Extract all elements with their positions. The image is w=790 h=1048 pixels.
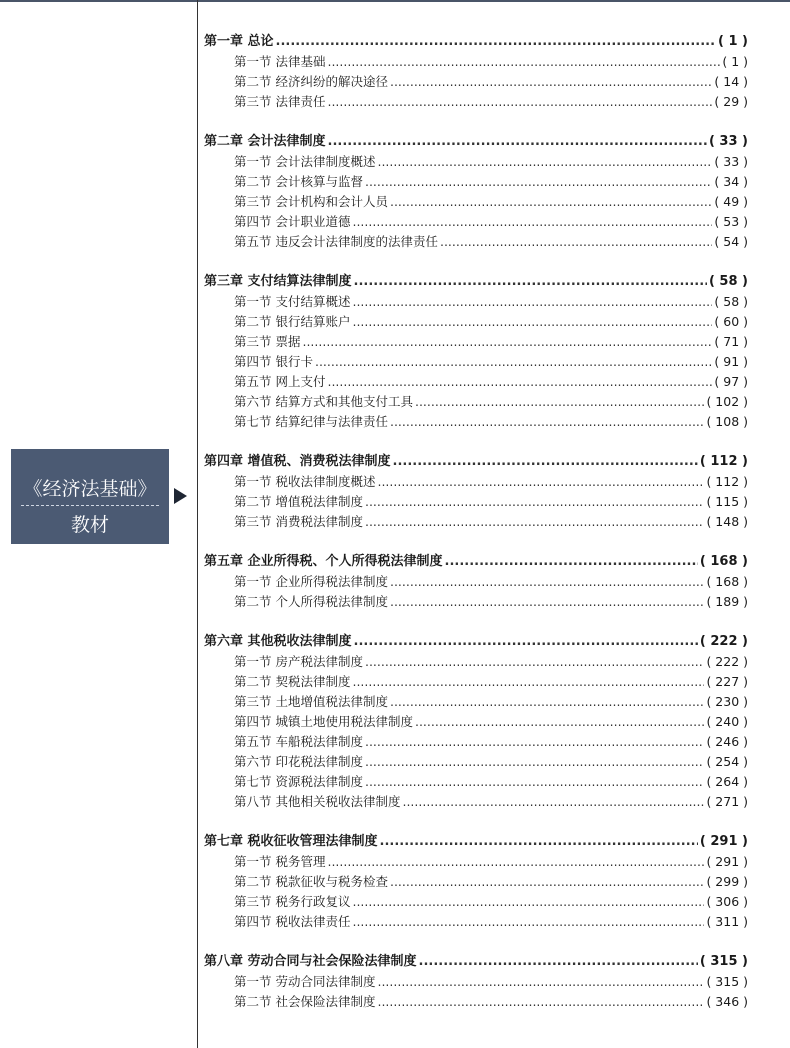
dot-leader [390, 192, 712, 212]
toc-section-entry[interactable] [204, 732, 748, 752]
dot-leader [354, 272, 707, 292]
dot-leader [377, 972, 704, 992]
toc-section-entry[interactable] [204, 992, 748, 1012]
section-title: 第七节 资源税法律制度 [234, 774, 363, 789]
dot-leader [327, 92, 712, 112]
dot-leader [327, 52, 720, 72]
chapter-title: 第七章 税收征收管理法律制度 [204, 834, 378, 849]
toc-section-entry[interactable] [204, 152, 748, 172]
section-title: 第一节 税收法律制度概述 [234, 474, 376, 489]
toc-chapter [204, 132, 748, 252]
chapter-title: 第四章 增值税、消费税法律制度 [204, 454, 391, 469]
section-title: 第一节 支付结算概述 [234, 294, 351, 309]
section-page-number: ( 108 ) [706, 414, 748, 429]
book-label-divider [21, 505, 159, 506]
toc-section-entry[interactable] [204, 232, 748, 252]
dot-leader [445, 552, 698, 572]
book-label [11, 449, 169, 544]
section-page-number: ( 346 ) [706, 994, 748, 1009]
section-page-number: ( 148 ) [706, 514, 748, 529]
section-title: 第二节 会计核算与监督 [234, 174, 363, 189]
toc-section-entry[interactable] [204, 592, 748, 612]
section-title: 第三节 法律责任 [234, 94, 326, 109]
toc-section-entry[interactable] [204, 172, 748, 192]
chapter-page-number: ( 1 ) [718, 34, 748, 49]
toc-section-entry[interactable] [204, 92, 748, 112]
section-page-number: ( 1 ) [722, 54, 748, 69]
dot-leader [327, 372, 712, 392]
section-page-number: ( 60 ) [714, 314, 748, 329]
section-title: 第二节 税款征收与税务检查 [234, 874, 388, 889]
section-title: 第二节 社会保险法律制度 [234, 994, 376, 1009]
toc-section-entry[interactable] [204, 692, 748, 712]
section-page-number: ( 14 ) [714, 74, 748, 89]
dot-leader [365, 772, 704, 792]
section-page-number: ( 311 ) [706, 914, 748, 929]
section-page-number: ( 49 ) [714, 194, 748, 209]
toc-section-entry[interactable] [204, 72, 748, 92]
section-page-number: ( 53 ) [714, 214, 748, 229]
section-page-number: ( 29 ) [714, 94, 748, 109]
dot-leader [365, 512, 704, 532]
section-title: 第三节 土地增值税法律制度 [234, 694, 388, 709]
chapter-title: 第三章 支付结算法律制度 [204, 274, 352, 289]
section-title: 第二节 经济纠纷的解决途径 [234, 74, 388, 89]
toc-chapter-entry[interactable] [204, 132, 748, 152]
dot-leader [390, 692, 704, 712]
dot-leader [440, 232, 712, 252]
chapter-page-number: ( 315 ) [699, 954, 748, 969]
toc-chapter [204, 832, 748, 932]
chapter-page-number: ( 222 ) [699, 634, 748, 649]
toc-chapter-entry[interactable] [204, 832, 748, 852]
section-page-number: ( 102 ) [706, 394, 748, 409]
section-title: 第四节 会计职业道德 [234, 214, 351, 229]
toc-chapter-entry[interactable] [204, 632, 748, 652]
section-page-number: ( 306 ) [706, 894, 748, 909]
toc-section-entry[interactable] [204, 312, 748, 332]
section-title: 第二节 银行结算账户 [234, 314, 351, 329]
section-page-number: ( 299 ) [706, 874, 748, 889]
section-title: 第一节 企业所得税法律制度 [234, 574, 388, 589]
dot-leader [377, 992, 704, 1012]
toc-section-entry[interactable] [204, 652, 748, 672]
section-page-number: ( 222 ) [706, 654, 748, 669]
book-subtitle: 教材 [70, 514, 109, 536]
dot-leader [377, 472, 704, 492]
toc-section-entry[interactable] [204, 572, 748, 592]
section-title: 第六节 印花税法律制度 [234, 754, 363, 769]
toc-section-entry[interactable] [204, 872, 748, 892]
section-title: 第三节 票据 [234, 334, 301, 349]
dot-leader [380, 832, 698, 852]
dot-leader [365, 492, 704, 512]
section-title: 第一节 税务管理 [234, 854, 326, 869]
dot-leader [390, 872, 704, 892]
toc-chapter [204, 552, 748, 612]
chapter-title: 第五章 企业所得税、个人所得税法律制度 [204, 554, 443, 569]
toc-section-entry[interactable] [204, 672, 748, 692]
toc-section-entry[interactable] [204, 392, 748, 412]
dot-leader [390, 72, 712, 92]
chapter-page-number: ( 291 ) [699, 834, 748, 849]
dot-leader [393, 452, 698, 472]
toc-chapter [204, 272, 748, 432]
dot-leader [365, 732, 704, 752]
dot-leader [365, 172, 712, 192]
chapter-page-number: ( 58 ) [708, 274, 748, 289]
dot-leader [352, 212, 712, 232]
dot-leader [352, 312, 712, 332]
dot-leader [390, 592, 704, 612]
dot-leader [419, 952, 698, 972]
toc-section-entry[interactable] [204, 772, 748, 792]
toc-chapter-entry[interactable] [204, 272, 748, 292]
section-title: 第六节 结算方式和其他支付工具 [234, 394, 413, 409]
toc-section-entry[interactable] [204, 512, 748, 532]
toc-section-entry[interactable] [204, 472, 748, 492]
toc-chapter [204, 32, 748, 112]
chapter-title: 第一章 总论 [204, 34, 274, 49]
toc-section-entry[interactable] [204, 332, 748, 352]
toc-section-entry[interactable] [204, 412, 748, 432]
dot-leader [327, 852, 704, 872]
section-title: 第三节 会计机构和会计人员 [234, 194, 388, 209]
chapter-page-number: ( 33 ) [708, 134, 748, 149]
section-page-number: ( 58 ) [714, 294, 748, 309]
dot-leader [354, 632, 698, 652]
toc-section-entry[interactable] [204, 192, 748, 212]
chapter-page-number: ( 112 ) [699, 454, 748, 469]
section-page-number: ( 271 ) [706, 794, 748, 809]
dot-leader [415, 712, 704, 732]
section-page-number: ( 115 ) [706, 494, 748, 509]
chapter-page-number: ( 168 ) [699, 554, 748, 569]
dot-leader [302, 332, 712, 352]
toc-chapter-entry[interactable] [204, 952, 748, 972]
toc-section-entry[interactable] [204, 492, 748, 512]
toc-section-entry[interactable] [204, 892, 748, 912]
section-page-number: ( 34 ) [714, 174, 748, 189]
toc-chapter-entry[interactable] [204, 452, 748, 472]
section-page-number: ( 254 ) [706, 754, 748, 769]
arrow-right-icon [174, 488, 187, 504]
section-page-number: ( 189 ) [706, 594, 748, 609]
section-title: 第三节 税务行政复议 [234, 894, 351, 909]
toc-section-entry[interactable] [204, 292, 748, 312]
toc-section-entry[interactable] [204, 752, 748, 772]
dot-leader [402, 792, 704, 812]
section-page-number: ( 291 ) [706, 854, 748, 869]
section-title: 第一节 法律基础 [234, 54, 326, 69]
toc-chapter [204, 632, 748, 812]
section-title: 第五节 违反会计法律制度的法律责任 [234, 234, 438, 249]
section-page-number: ( 97 ) [714, 374, 748, 389]
dot-leader [365, 752, 704, 772]
toc-section-entry[interactable] [204, 352, 748, 372]
top-rule [0, 0, 790, 2]
toc-section-entry[interactable] [204, 52, 748, 72]
toc-section-entry[interactable] [204, 372, 748, 392]
section-title: 第四节 银行卡 [234, 354, 313, 369]
section-page-number: ( 112 ) [706, 474, 748, 489]
section-title: 第一节 会计法律制度概述 [234, 154, 376, 169]
section-page-number: ( 230 ) [706, 694, 748, 709]
section-title: 第一节 房产税法律制度 [234, 654, 363, 669]
toc-chapter [204, 952, 748, 1012]
toc-section-entry[interactable] [204, 912, 748, 932]
section-page-number: ( 264 ) [706, 774, 748, 789]
section-page-number: ( 54 ) [714, 234, 748, 249]
dot-leader [352, 672, 704, 692]
vertical-divider [197, 0, 198, 1048]
section-page-number: ( 246 ) [706, 734, 748, 749]
section-title: 第四节 城镇土地使用税法律制度 [234, 714, 413, 729]
section-page-number: ( 33 ) [714, 154, 748, 169]
dot-leader [365, 652, 704, 672]
dot-leader [415, 392, 704, 412]
section-title: 第八节 其他相关税收法律制度 [234, 794, 401, 809]
toc-chapter-entry[interactable] [204, 32, 748, 52]
section-title: 第二节 增值税法律制度 [234, 494, 363, 509]
dot-leader [352, 892, 704, 912]
toc-section-entry[interactable] [204, 712, 748, 732]
toc-chapter-entry[interactable] [204, 552, 748, 572]
section-page-number: ( 315 ) [706, 974, 748, 989]
section-title: 第三节 消费税法律制度 [234, 514, 363, 529]
dot-leader [315, 352, 712, 372]
section-title: 第五节 车船税法律制度 [234, 734, 363, 749]
section-title: 第四节 税收法律责任 [234, 914, 351, 929]
dot-leader [352, 292, 712, 312]
section-title: 第一节 劳动合同法律制度 [234, 974, 376, 989]
section-page-number: ( 240 ) [706, 714, 748, 729]
section-page-number: ( 227 ) [706, 674, 748, 689]
section-title: 第二节 个人所得税法律制度 [234, 594, 388, 609]
section-page-number: ( 71 ) [714, 334, 748, 349]
section-page-number: ( 91 ) [714, 354, 748, 369]
table-of-contents [204, 32, 748, 1032]
chapter-title: 第六章 其他税收法律制度 [204, 634, 352, 649]
chapter-title: 第二章 会计法律制度 [204, 134, 326, 149]
section-title: 第七节 结算纪律与法律责任 [234, 414, 388, 429]
dot-leader [328, 132, 707, 152]
toc-section-entry[interactable] [204, 852, 748, 872]
toc-section-entry[interactable] [204, 972, 748, 992]
toc-section-entry[interactable] [204, 792, 748, 812]
toc-chapter [204, 452, 748, 532]
dot-leader [352, 912, 704, 932]
toc-section-entry[interactable] [204, 212, 748, 232]
dot-leader [390, 412, 704, 432]
section-title: 第二节 契税法律制度 [234, 674, 351, 689]
dot-leader [276, 32, 716, 52]
section-title: 第五节 网上支付 [234, 374, 326, 389]
book-title: 《经济法基础》 [23, 478, 157, 500]
dot-leader [377, 152, 712, 172]
section-page-number: ( 168 ) [706, 574, 748, 589]
chapter-title: 第八章 劳动合同与社会保险法律制度 [204, 954, 417, 969]
dot-leader [390, 572, 704, 592]
